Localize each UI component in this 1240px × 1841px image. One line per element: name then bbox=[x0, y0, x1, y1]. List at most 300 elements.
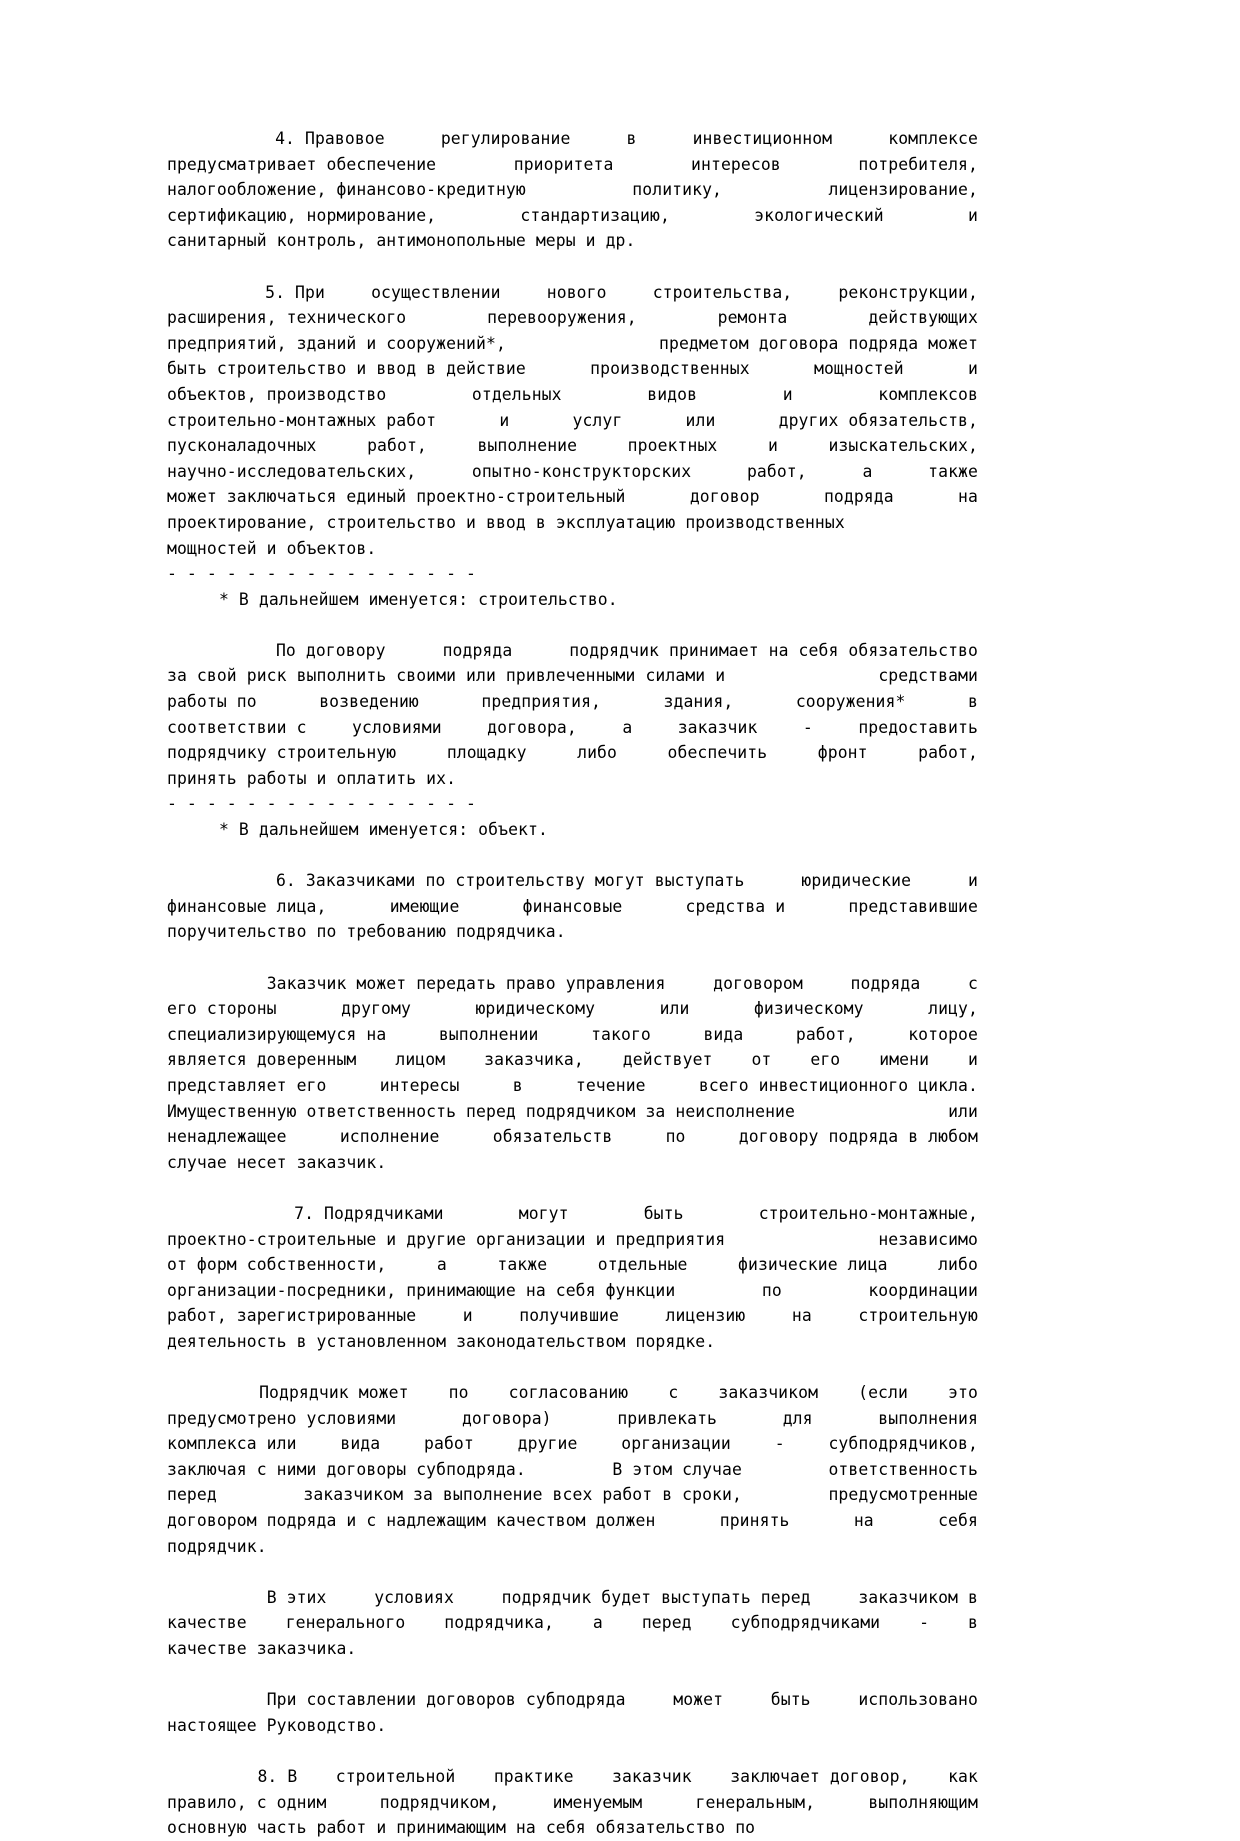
text-run: с bbox=[967, 973, 978, 993]
text-run: заказчиком в bbox=[858, 1587, 978, 1607]
text-line bbox=[167, 459, 978, 485]
text-run: принять работы и оплатить их. bbox=[167, 768, 457, 788]
text-run: субподрядчиков, bbox=[828, 1434, 978, 1454]
text-run: деятельность в установленном законодательством порядке. bbox=[167, 1331, 716, 1351]
text-run: осуществлении bbox=[371, 282, 501, 302]
text-run: 7. Подрядчиками bbox=[294, 1203, 444, 1223]
text-run: а bbox=[622, 717, 633, 737]
text-run: предприятия, bbox=[481, 692, 602, 712]
text-run: а bbox=[862, 461, 873, 481]
text-line bbox=[167, 1457, 978, 1483]
text-run: с bbox=[668, 1383, 679, 1403]
text-run: случае несет заказчик. bbox=[167, 1152, 387, 1172]
footnote-separator-rule: - - - - - - - - - - - - - - - - bbox=[167, 794, 477, 814]
text-run: другие bbox=[517, 1434, 578, 1454]
text-run: по bbox=[665, 1127, 686, 1147]
paragraph-indent bbox=[167, 638, 219, 664]
text-run: либо bbox=[577, 743, 617, 763]
text-line bbox=[167, 1227, 978, 1253]
text-space bbox=[366, 1815, 376, 1841]
paragraph bbox=[167, 1201, 978, 1355]
text-run: на bbox=[791, 1306, 812, 1326]
text-run: договором подряда и с надлежащим качеством должен bbox=[167, 1511, 656, 1531]
text-line bbox=[167, 919, 978, 945]
text-run: ответственность bbox=[828, 1459, 978, 1479]
text-run: от форм собственности, bbox=[167, 1255, 387, 1275]
text-line bbox=[167, 484, 978, 510]
text-run: именуемым bbox=[552, 1792, 643, 1812]
text-run: независимо bbox=[878, 1229, 978, 1249]
text-run: качестве заказчика. bbox=[167, 1639, 357, 1659]
text-space bbox=[386, 1815, 396, 1841]
text-run: и bbox=[968, 871, 978, 891]
text-line bbox=[167, 1431, 978, 1457]
text-run: или bbox=[685, 410, 716, 430]
text-run: работ bbox=[316, 1818, 367, 1838]
text-line bbox=[167, 766, 978, 792]
text-run: подрядчика, bbox=[444, 1613, 554, 1633]
text-run: условиях bbox=[374, 1587, 454, 1607]
text-run: быть bbox=[643, 1203, 684, 1223]
text-line bbox=[167, 433, 978, 459]
text-run: площадку bbox=[446, 743, 527, 763]
text-run: реконструкции, bbox=[838, 282, 978, 302]
text-run: заказчик bbox=[612, 1767, 692, 1786]
text-line bbox=[167, 868, 978, 894]
text-run: интересов bbox=[691, 154, 781, 174]
text-run: в bbox=[626, 129, 637, 148]
text-run: по bbox=[448, 1383, 469, 1403]
text-run: пусконаладочных bbox=[167, 436, 317, 456]
text-line bbox=[167, 1124, 978, 1150]
text-line bbox=[167, 331, 978, 357]
text-run: на bbox=[958, 487, 978, 507]
paragraph bbox=[167, 587, 978, 613]
paragraph-indent bbox=[167, 126, 219, 152]
text-run: подрядчиком, bbox=[379, 1792, 500, 1812]
text-run: выполнении bbox=[438, 1024, 539, 1044]
text-run: всего инвестиционного цикла. bbox=[698, 1075, 978, 1095]
text-line bbox=[167, 1508, 978, 1534]
text-line bbox=[167, 1610, 978, 1636]
text-run: представляет его bbox=[167, 1075, 327, 1095]
text-run: а bbox=[436, 1255, 447, 1275]
paragraph bbox=[167, 1380, 978, 1559]
text-run: работ, зарегистрированные bbox=[167, 1306, 417, 1326]
text-run: - bbox=[802, 717, 813, 737]
text-run: При составлении договоров субподряда bbox=[266, 1690, 626, 1710]
text-run: объектов, производство bbox=[167, 384, 387, 404]
text-run: интересы bbox=[379, 1075, 460, 1095]
text-run: предметом договора подряда может bbox=[659, 333, 978, 353]
text-line bbox=[167, 280, 978, 306]
text-run: строительно-монтажные, bbox=[758, 1203, 978, 1223]
text-run: принимающим bbox=[396, 1818, 506, 1838]
text-run: физическому bbox=[753, 999, 864, 1019]
text-run: может bbox=[673, 1690, 724, 1710]
text-line bbox=[167, 587, 978, 613]
text-run: принять bbox=[719, 1511, 790, 1531]
text-run: привлекать bbox=[617, 1408, 718, 1428]
text-run: работ, bbox=[918, 743, 978, 763]
text-run: от bbox=[751, 1050, 772, 1070]
text-run: себя bbox=[545, 1818, 586, 1838]
text-run: обязательств bbox=[492, 1127, 613, 1147]
text-run: производственных bbox=[590, 359, 750, 379]
text-run: стандартизацию, bbox=[520, 205, 670, 225]
text-line bbox=[167, 1073, 978, 1099]
text-run: соответствии с bbox=[167, 717, 307, 737]
text-run: расширения, технического bbox=[167, 308, 407, 328]
text-line bbox=[167, 638, 978, 664]
text-line bbox=[167, 1278, 978, 1304]
text-run: заказчиком за выполнение всех работ в сроки, bbox=[303, 1485, 742, 1505]
text-run: перевооружения, bbox=[487, 308, 637, 328]
text-space bbox=[307, 1815, 317, 1841]
text-run: опытно-конструкторских bbox=[471, 461, 692, 481]
text-run: обеспечить bbox=[667, 743, 768, 763]
text-run: и bbox=[968, 205, 978, 225]
text-run: подряда bbox=[850, 973, 921, 993]
text-line bbox=[167, 715, 978, 741]
text-run: перед bbox=[167, 1485, 217, 1505]
text-run: по bbox=[761, 1280, 782, 1300]
text-run: организации bbox=[621, 1434, 731, 1454]
text-run: действующих bbox=[868, 308, 978, 328]
text-run: либо bbox=[938, 1255, 978, 1275]
text-line bbox=[167, 1201, 978, 1227]
text-line bbox=[167, 510, 978, 536]
text-run: комплексе bbox=[888, 129, 978, 148]
text-run: 5. При bbox=[265, 282, 325, 302]
text-run: предоставить bbox=[858, 717, 978, 737]
paragraph-indent bbox=[167, 1687, 219, 1713]
text-run: договору подряда в любом bbox=[738, 1127, 978, 1147]
text-run: строительно-монтажных работ bbox=[167, 410, 437, 430]
text-line bbox=[167, 1585, 978, 1611]
text-line bbox=[167, 1815, 978, 1841]
text-run: является доверенным bbox=[167, 1050, 357, 1070]
text-run: юридические bbox=[801, 871, 912, 891]
text-run: на bbox=[515, 1818, 536, 1838]
text-line bbox=[167, 126, 978, 152]
text-run: фронт bbox=[817, 743, 868, 763]
text-line bbox=[167, 1534, 978, 1560]
text-run: средства и bbox=[685, 896, 786, 916]
text-run: нового bbox=[546, 282, 607, 302]
text-run: * В дальнейшем именуется: строительство. bbox=[219, 589, 618, 609]
text-run: работ, bbox=[795, 1024, 856, 1044]
text-line bbox=[167, 1790, 978, 1816]
text-run: специализирующемуся на bbox=[167, 1024, 387, 1044]
paragraph bbox=[167, 1585, 978, 1662]
text-run: себя bbox=[938, 1511, 978, 1531]
paragraph-indent bbox=[167, 587, 219, 613]
text-run: отдельных bbox=[471, 384, 562, 404]
text-line bbox=[167, 1482, 978, 1508]
text-run: работ, bbox=[746, 461, 807, 481]
text-run: услуг bbox=[572, 410, 623, 430]
text-line bbox=[167, 1380, 978, 1406]
text-run: комплексов bbox=[878, 384, 978, 404]
text-line bbox=[167, 1713, 978, 1739]
text-run: координации bbox=[868, 1280, 978, 1300]
text-run: организации-посредники, принимающие на себя функции bbox=[167, 1280, 676, 1300]
text-run: получившие bbox=[519, 1306, 619, 1326]
text-run: генерального bbox=[285, 1613, 406, 1633]
text-line bbox=[167, 1406, 978, 1432]
text-run: инвестиционном bbox=[692, 129, 833, 148]
text-run: научно-исследовательских, bbox=[167, 461, 417, 481]
paragraph bbox=[167, 280, 978, 562]
text-run: и bbox=[782, 384, 793, 404]
text-line bbox=[167, 152, 978, 178]
text-run: политику, bbox=[632, 180, 723, 200]
text-run: его стороны bbox=[167, 999, 277, 1019]
text-run: 6. Заказчиками по строительству могут выступать bbox=[275, 871, 745, 891]
text-run: для bbox=[782, 1408, 813, 1428]
text-run: в bbox=[512, 1075, 523, 1095]
paragraph bbox=[167, 868, 978, 945]
text-run: здания, bbox=[663, 692, 734, 712]
text-run: и bbox=[376, 1818, 387, 1838]
text-run: * В дальнейшем именуется: объект. bbox=[219, 820, 548, 840]
text-run: строительства, bbox=[652, 282, 793, 302]
text-run: договора) bbox=[461, 1408, 552, 1428]
text-run: договора, bbox=[487, 717, 577, 737]
text-run: подрядчик. bbox=[167, 1536, 267, 1556]
text-run: сооружения* bbox=[795, 692, 906, 712]
text-run: лицу, bbox=[928, 999, 978, 1019]
text-run: может заключаться единый проектно-строительный bbox=[167, 487, 626, 507]
text-run: также bbox=[497, 1255, 548, 1275]
text-run: средствами bbox=[878, 666, 978, 686]
text-run: приоритета bbox=[513, 154, 614, 174]
text-run: 8. В bbox=[257, 1767, 298, 1786]
text-run: действует bbox=[622, 1050, 713, 1070]
text-run: Заказчик может передать право управления bbox=[266, 973, 666, 993]
text-run: подряда bbox=[442, 640, 513, 660]
paragraph bbox=[167, 817, 978, 843]
text-run: практике bbox=[493, 1767, 574, 1786]
paragraph-indent bbox=[167, 1764, 219, 1790]
text-line bbox=[167, 663, 978, 689]
text-run: подрядчик принимает на себя обязательство bbox=[569, 640, 978, 660]
text-run: качестве bbox=[167, 1613, 247, 1633]
text-run: или bbox=[948, 1101, 978, 1121]
paragraph bbox=[167, 1764, 978, 1841]
text-run: юридическому bbox=[475, 999, 596, 1019]
text-run: видов bbox=[647, 384, 698, 404]
text-run: предусмотрено условиями bbox=[167, 1408, 397, 1428]
text-line bbox=[167, 356, 978, 382]
text-run: условиями bbox=[352, 717, 442, 737]
text-run: работ, bbox=[367, 436, 427, 456]
text-run: другому bbox=[341, 999, 411, 1019]
footnote-separator-rule: - - - - - - - - - - - - - - - - bbox=[167, 564, 477, 584]
text-run: а bbox=[592, 1613, 603, 1633]
text-run: также bbox=[928, 461, 978, 481]
text-line bbox=[167, 408, 978, 434]
text-run: комплекса или bbox=[167, 1434, 297, 1454]
text-run: подрядчику строительную bbox=[167, 743, 397, 763]
text-run: могут bbox=[518, 1203, 569, 1223]
paragraph bbox=[167, 971, 978, 1176]
paragraph-indent bbox=[167, 868, 219, 894]
text-run: представившие bbox=[848, 896, 978, 916]
text-space bbox=[506, 1815, 516, 1841]
text-run: вида bbox=[703, 1024, 744, 1044]
text-run: заключает договор, bbox=[730, 1767, 910, 1786]
text-run: заключая с ними договоры субподряда. bbox=[167, 1459, 526, 1479]
paragraph-indent bbox=[167, 1380, 219, 1406]
text-run: Имущественную ответственность перед подрядчиком за неисполнение bbox=[167, 1101, 795, 1121]
text-run: В этом случае bbox=[612, 1459, 742, 1479]
text-run: договором bbox=[713, 973, 803, 993]
text-run: его bbox=[810, 1050, 841, 1070]
text-line bbox=[167, 1303, 978, 1329]
text-run: проектирование, строительство и ввод в эксплуатацию производственных bbox=[167, 512, 845, 532]
text-run: других обязательств, bbox=[778, 410, 978, 430]
text-run: и bbox=[462, 1306, 473, 1326]
text-run: исполнение bbox=[339, 1127, 440, 1147]
text-run: быть строительство и ввод в действие bbox=[167, 359, 526, 379]
text-run: лицензию bbox=[665, 1306, 746, 1326]
text-run: генеральным, bbox=[695, 1792, 816, 1812]
paragraph bbox=[167, 126, 978, 254]
text-run: заказчиком bbox=[718, 1383, 819, 1403]
text-run: течение bbox=[575, 1075, 646, 1095]
text-run: проектно-строительные и другие организации и предприятия bbox=[167, 1229, 726, 1249]
text-line bbox=[167, 1099, 978, 1125]
text-line bbox=[167, 894, 978, 920]
text-run: имеющие bbox=[389, 896, 460, 916]
text-run: предусматривает обеспечение bbox=[167, 154, 437, 174]
paragraph-indent bbox=[167, 280, 219, 306]
text-run: и bbox=[499, 410, 510, 430]
text-run: вида bbox=[340, 1434, 381, 1454]
text-run: строительную bbox=[858, 1306, 978, 1326]
text-run: или bbox=[659, 999, 690, 1019]
text-run: лицом bbox=[395, 1050, 446, 1070]
text-run: возведению bbox=[319, 692, 419, 712]
text-run: это bbox=[948, 1383, 978, 1403]
text-space bbox=[586, 1815, 596, 1841]
text-run: подрядчик будет выступать перед bbox=[501, 1587, 811, 1607]
text-run: основную часть bbox=[167, 1818, 307, 1838]
text-run: экологический bbox=[754, 205, 884, 225]
text-run: быть bbox=[770, 1690, 811, 1710]
text-run: финансовые bbox=[522, 896, 623, 916]
text-run: отдельные bbox=[597, 1255, 688, 1275]
text-run: по bbox=[735, 1818, 756, 1838]
text-run: договор bbox=[689, 487, 760, 507]
paragraph-indent bbox=[167, 1585, 219, 1611]
text-run: строительной bbox=[335, 1767, 456, 1786]
text-run: и bbox=[968, 1050, 978, 1070]
text-run: заказчик bbox=[677, 717, 758, 737]
text-line bbox=[167, 228, 978, 254]
text-run: в bbox=[967, 692, 978, 712]
text-run: санитарный контроль, антимонопольные меры и др. bbox=[167, 231, 636, 251]
text-run: (если bbox=[858, 1383, 908, 1403]
text-line bbox=[167, 1022, 978, 1048]
text-line bbox=[167, 1047, 978, 1073]
text-run: настоящее Руководство. bbox=[167, 1715, 387, 1735]
text-run: правило, с одним bbox=[167, 1792, 327, 1812]
text-run: финансовые лица, bbox=[167, 896, 327, 916]
text-line bbox=[167, 1329, 978, 1355]
text-run: - bbox=[774, 1434, 785, 1454]
text-run: - bbox=[919, 1613, 930, 1633]
paragraph-indent bbox=[167, 817, 219, 843]
text-line bbox=[167, 689, 978, 715]
text-line bbox=[167, 971, 978, 997]
text-run: налогообложение, финансово-кредитную bbox=[167, 180, 526, 200]
text-line bbox=[167, 203, 978, 229]
text-run: Подрядчик может bbox=[259, 1383, 409, 1403]
text-run: такого bbox=[591, 1024, 651, 1044]
text-run: В этих bbox=[266, 1587, 327, 1607]
text-line bbox=[167, 1252, 978, 1278]
text-run: и bbox=[767, 436, 778, 456]
text-run: как bbox=[948, 1767, 978, 1786]
paragraph bbox=[167, 1687, 978, 1738]
text-run: мощностей и объектов. bbox=[167, 538, 377, 558]
text-run: лицензирование, bbox=[828, 180, 978, 200]
text-line bbox=[167, 996, 978, 1022]
text-run: регулирование bbox=[440, 129, 571, 148]
text-run: и bbox=[968, 359, 978, 379]
text-run: заказчика, bbox=[484, 1050, 584, 1070]
text-line bbox=[167, 1636, 978, 1662]
text-line bbox=[167, 382, 978, 408]
text-line bbox=[167, 1764, 978, 1790]
text-run: выполнения bbox=[878, 1408, 978, 1428]
text-run: согласованию bbox=[508, 1383, 629, 1403]
text-run: потребителя, bbox=[858, 154, 978, 174]
document-text-body bbox=[167, 126, 978, 1841]
text-run: подряда bbox=[823, 487, 894, 507]
text-run: работы по bbox=[167, 692, 257, 712]
text-space bbox=[536, 1815, 546, 1841]
paragraph-indent bbox=[167, 1201, 219, 1227]
text-run: 4. Правовое bbox=[275, 129, 385, 148]
text-run: изыскательских, bbox=[828, 436, 978, 456]
text-run: мощностей bbox=[813, 359, 904, 379]
text-line bbox=[167, 817, 978, 843]
text-run: на bbox=[853, 1511, 874, 1531]
text-run: выполнение bbox=[477, 436, 578, 456]
text-run: предусмотренные bbox=[828, 1485, 978, 1505]
text-run: перед bbox=[641, 1613, 692, 1633]
text-run: ремонта bbox=[717, 308, 788, 328]
text-run: обязательство bbox=[595, 1818, 726, 1838]
text-run: поручительство по требованию подрядчика. bbox=[167, 922, 566, 942]
text-run: По договору bbox=[275, 640, 386, 660]
text-run: проектных bbox=[627, 436, 718, 456]
text-run: предприятий, зданий и сооружений*, bbox=[167, 333, 506, 353]
text-line bbox=[167, 305, 978, 331]
text-run: выполняющим bbox=[868, 1792, 978, 1812]
text-run: физические лица bbox=[738, 1255, 888, 1275]
text-run: субподрядчиками bbox=[730, 1613, 881, 1633]
text-run: которое bbox=[908, 1024, 978, 1044]
text-run: в bbox=[968, 1613, 978, 1633]
text-run: за свой риск выполнить своими или привлеченными силами и bbox=[167, 666, 726, 686]
text-line bbox=[167, 1687, 978, 1713]
text-space bbox=[725, 1815, 735, 1841]
